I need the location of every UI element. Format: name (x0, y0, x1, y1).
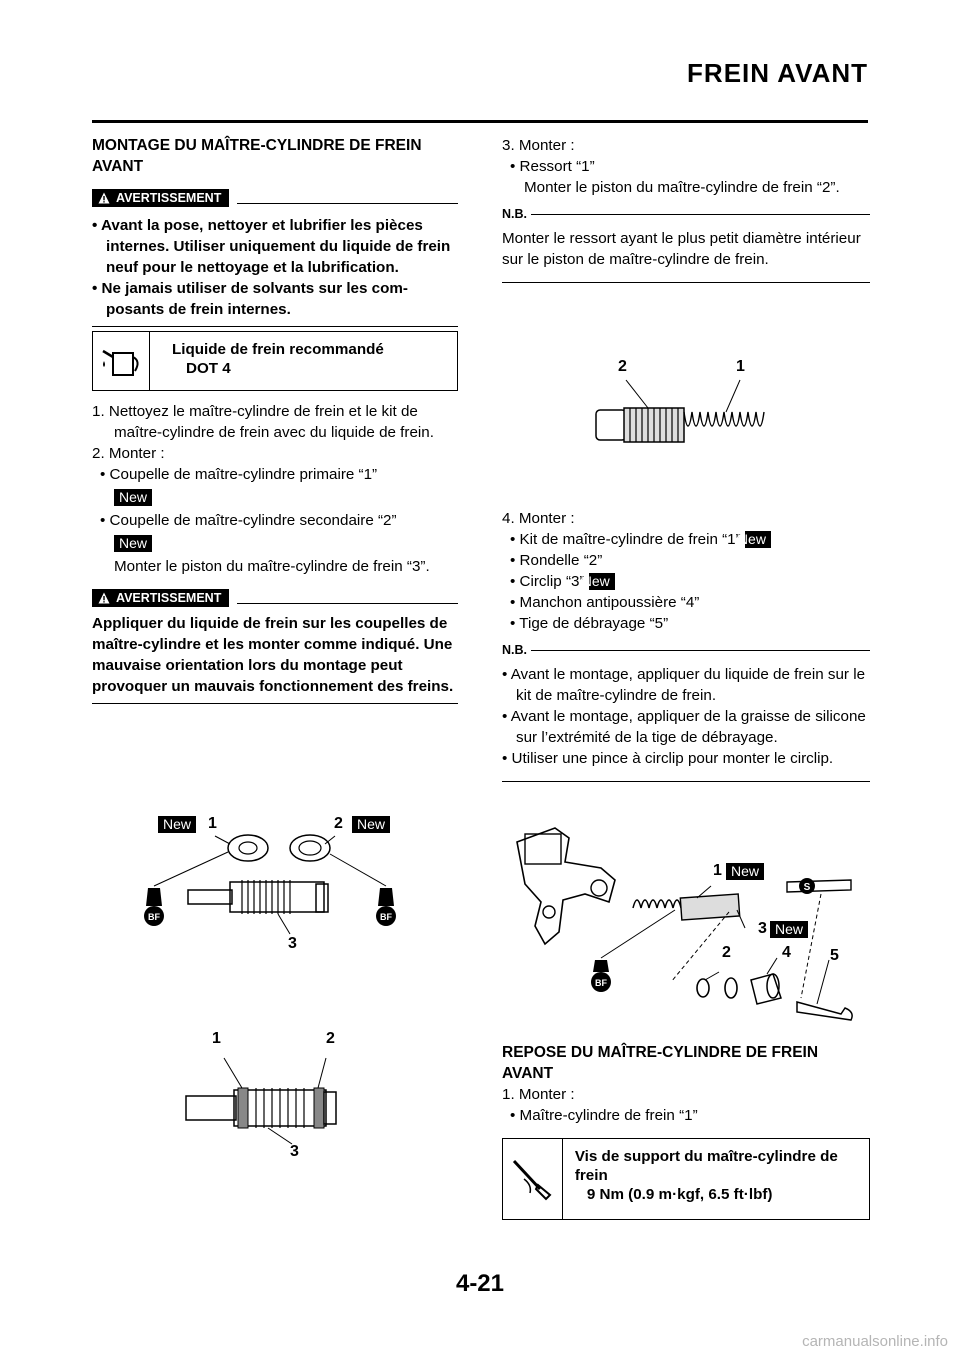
page-number: 4-21 (455, 1270, 505, 1297)
callout-1: 1 (736, 358, 745, 375)
primary-cup (228, 835, 268, 861)
step-1: 1. Nettoyez le maître-cylindre de frein et le kit de maître-cylindre de frein avec du liquide de frein. (92, 403, 434, 441)
figure-master-cylinder-kit (505, 822, 870, 1032)
torque-wrench-icon (503, 1139, 563, 1219)
callout-4: 4 (782, 944, 791, 961)
section-heading-montage: MONTAGE DU MAÎTRE-CYLINDRE DE FREIN AVANT (92, 137, 422, 175)
watermark: carmanualsonline.info (802, 1333, 948, 1350)
warning-badge: AVERTISSEMENT (92, 189, 229, 207)
step-3-item: • Ressort “1” (510, 158, 595, 175)
nb-header: N.B. (502, 642, 870, 658)
right-column-bottom (502, 1042, 870, 1220)
step-1-item: • Maître-cylindre de frein “1” (510, 1107, 698, 1124)
step-3-note: Monter le piston du maître-cylindre de frein “2”. (524, 179, 840, 196)
callout-3: 3 (758, 920, 767, 937)
svg-text:BF: BF (595, 978, 607, 988)
svg-text:BF: BF (148, 912, 160, 922)
step-4-item: • Tige de débrayage “5” (510, 615, 669, 632)
warning-icon (98, 192, 110, 204)
step-1: 1. Monter : (502, 1086, 575, 1103)
callout-3: 3 (288, 935, 297, 952)
callout-3: 3 (290, 1143, 299, 1160)
new-badge: New (114, 489, 152, 506)
new-badge: New (726, 863, 764, 880)
step-2-item: • Coupelle de maître-cylindre primaire “1” (100, 466, 378, 483)
warning-banner-1 (92, 185, 458, 211)
oil-can-icon (93, 332, 150, 390)
nb-2-item: • Avant le montage, appliquer de la graisse de silicone sur l’extrémité de la tige de débrayage. (502, 708, 866, 746)
torque-box-title: Vis de support du maître-cylindre de frein (574, 1148, 838, 1184)
step-4-item: • Kit de maître-cylindre de frein “1” New (502, 529, 870, 550)
right-column-middle (502, 508, 870, 782)
callout-1: 1 (212, 1030, 221, 1047)
new-badge: New (352, 816, 390, 833)
page-title: FREIN AVANT (687, 58, 868, 88)
section-heading-repose: REPOSE DU MAÎTRE-CYLINDRE DE FREIN AVANT (502, 1044, 819, 1082)
warning-2-text: Appliquer du liquide de frein sur les coupelles de maître-cylindre et les monter comme indiqué. Une mauvaise orientation lors du montage peut provoquer un mauvais fonctionnement des freins. (92, 615, 454, 695)
warning-icon (98, 592, 110, 604)
step-4-item: • Rondelle “2” (510, 552, 603, 569)
svg-text:S: S (803, 882, 811, 893)
fluid-box-title: Liquide de frein recommandé (172, 341, 384, 358)
figure-assembled-piston (180, 1050, 350, 1150)
nb-1-text: Monter le ressort ayant le plus petit diamètre intérieur sur le piston de maître-cylindre de frein. (502, 230, 861, 268)
step-2-note: Monter le piston du maître-cylindre de frein “3”. (114, 558, 430, 575)
new-badge: New (114, 535, 152, 552)
left-column (92, 135, 458, 704)
new-badge: New (770, 921, 808, 938)
warning-badge: AVERTISSEMENT (92, 589, 229, 607)
callout-1: 1 (208, 815, 217, 832)
recommended-fluid-box (92, 331, 458, 391)
callout-5: 5 (830, 947, 839, 964)
header-rule (92, 120, 868, 123)
callout-1: 1 (713, 862, 722, 879)
fluid-box-value: DOT 4 (186, 360, 231, 377)
step-2-item: • Coupelle de maître-cylindre secondaire “2” (100, 512, 397, 529)
step-2: 2. Monter : (92, 445, 165, 462)
callout-2: 2 (722, 944, 731, 961)
secondary-cup (290, 835, 330, 861)
nb-header: N.B. (502, 206, 870, 222)
nb-2-item: • Utiliser une pince à circlip pour monter le circlip. (502, 750, 834, 767)
new-badge: New (158, 816, 196, 833)
callout-2: 2 (618, 358, 627, 375)
torque-box (502, 1138, 870, 1220)
warning-item: • Ne jamais utiliser de solvants sur les composants de frein internes. (92, 280, 408, 318)
step-4-item: • Manchon antipoussière “4” (510, 594, 700, 611)
new-badge: New (589, 573, 615, 590)
svg-text:BF: BF (380, 912, 392, 922)
warning-banner-2 (92, 585, 458, 611)
warning-item: • Avant la pose, nettoyer et lubrifier les pièces internes. Utiliser uniquement du liquide de frein neuf pour le nettoyage et la lubrification. (92, 217, 451, 276)
callout-2: 2 (326, 1030, 335, 1047)
new-badge: New (745, 531, 771, 548)
step-4-item: • Circlip “3” New (502, 571, 870, 592)
nb-2-item: • Avant le montage, appliquer du liquide de frein sur le kit de maître-cylindre de frein. (502, 666, 866, 704)
step-4: 4. Monter : (502, 510, 575, 527)
step-3: 3. Monter : (502, 137, 575, 154)
callout-2: 2 (334, 815, 343, 832)
right-column-top (502, 135, 870, 283)
torque-box-value: 9 Nm (0.9 m·kgf, 6.5 ft·lbf) (586, 1186, 773, 1203)
